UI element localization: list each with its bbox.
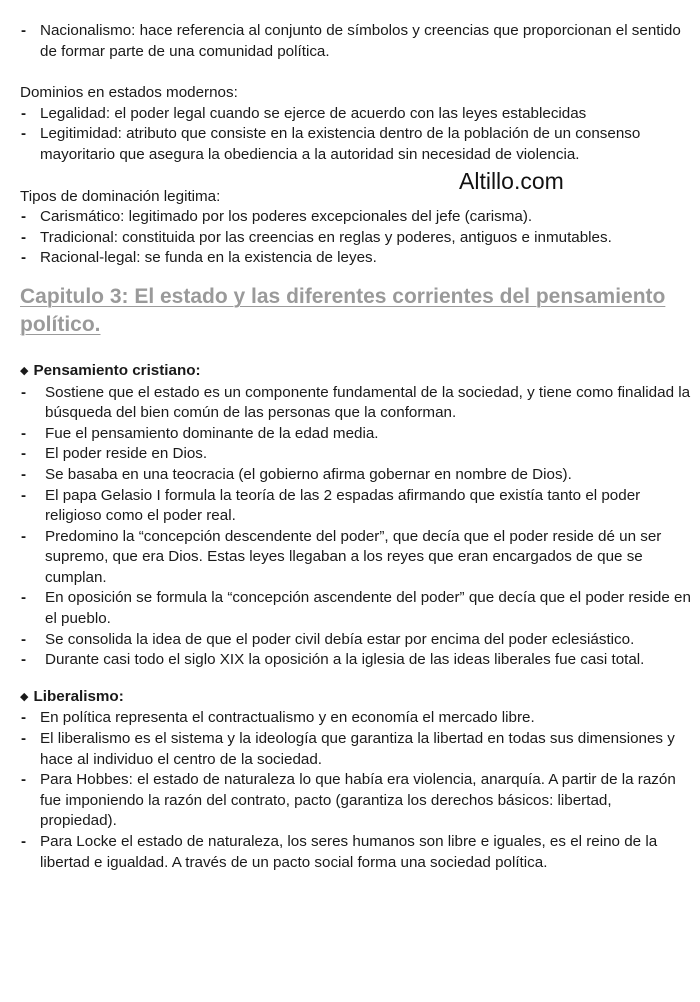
list-item: - Se basaba en una teocracia (el gobierno afirma gobernar en nombre de Dios).: [20, 465, 692, 486]
dominios-list: [20, 104, 692, 166]
list-item: - Para Locke el estado de naturaleza, los seres humanos son libre e iguales, es el reino de la libertad e igualdad. A través de un pacto social forma una sociedad política.: [20, 832, 692, 873]
liberalismo-heading: [20, 687, 692, 709]
list-item: - Sostiene que el estado es un componente fundamental de la sociedad, y tiene como finalidad la búsqueda del bien común de las personas que la conforman.: [20, 383, 692, 424]
list-item: - Tradicional: constituida por las creencias en reglas y poderes, antiguos e inmutables.: [20, 228, 692, 249]
list-item: - Racional-legal: se funda en la existencia de leyes.: [20, 248, 692, 269]
list-item: - Carismático: legitimado por los poderes excepcionales del jefe (carisma).: [20, 207, 692, 228]
intro-list: [20, 21, 692, 62]
document-page: [20, 21, 692, 873]
watermark: Altillo.com: [459, 168, 564, 194]
list-item: - Legitimidad: atributo que consiste en la existencia dentro de la población de un consenso mayoritario que asegura la obediencia a la autoridad sin necesidad de violencia.: [20, 124, 692, 165]
list-item: - En política representa el contractualismo y en economía el mercado libre.: [20, 708, 692, 729]
liberalismo-heading-label: Liberalismo:: [33, 687, 124, 705]
list-item: - Legalidad: el poder legal cuando se ejerce de acuerdo con las leyes establecidas: [20, 104, 692, 125]
list-item: - Nacionalismo: hace referencia al conjunto de símbolos y creencias que proporcionan el sentido de formar parte de una comunidad política.: [20, 21, 692, 62]
diamond-bullet-icon: ◆: [20, 364, 29, 377]
list-item: - Predomino la “concepción descendente del poder”, que decía que el poder reside dé un ser supremo, que era Dios. Estas leyes llegaban a los reyes que eran encargados de que se cumplan.: [20, 527, 692, 589]
list-item: - Durante casi todo el siglo XIX la oposición a la iglesia de las ideas liberales fue casi total.: [20, 650, 692, 671]
pensamiento-heading-label: Pensamiento cristiano:: [33, 361, 201, 379]
pensamiento-heading: [20, 361, 692, 383]
dominios-heading: Dominios en estados modernos:: [20, 84, 238, 102]
list-item: - Fue el pensamiento dominante de la edad media.: [20, 424, 692, 445]
tipos-heading: Tipos de dominación legitima:: [20, 187, 221, 205]
list-item: - Para Hobbes: el estado de naturaleza lo que había era violencia, anarquía. A partir de la razón fue imponiendo la razón del contrato, pacto (garantiza los derechos básicos: libertad, propiedad).: [20, 770, 692, 832]
list-item: - Se consolida la idea de que el poder civil debía estar por encima del poder eclesiástico.: [20, 630, 692, 651]
list-item: - En oposición se formula la “concepción ascendente del poder” que decía que el poder reside en el pueblo.: [20, 588, 692, 629]
diamond-bullet-icon: ◆: [20, 690, 29, 703]
liberalismo-list: [20, 708, 692, 873]
chapter-title: Capitulo 3: El estado y las diferentes corrientes del pensamiento político.: [20, 284, 666, 336]
pensamiento-list: [20, 383, 692, 671]
tipos-list: [20, 207, 692, 269]
list-item: - El poder reside en Dios.: [20, 444, 692, 465]
list-item: - El liberalismo es el sistema y la ideología que garantiza la libertad en todas sus dimensiones y hace al individuo el centro de la sociedad.: [20, 729, 692, 770]
list-item: - El papa Gelasio I formula la teoría de las 2 espadas afirmando que existía tanto el poder religioso como el poder real.: [20, 486, 692, 527]
